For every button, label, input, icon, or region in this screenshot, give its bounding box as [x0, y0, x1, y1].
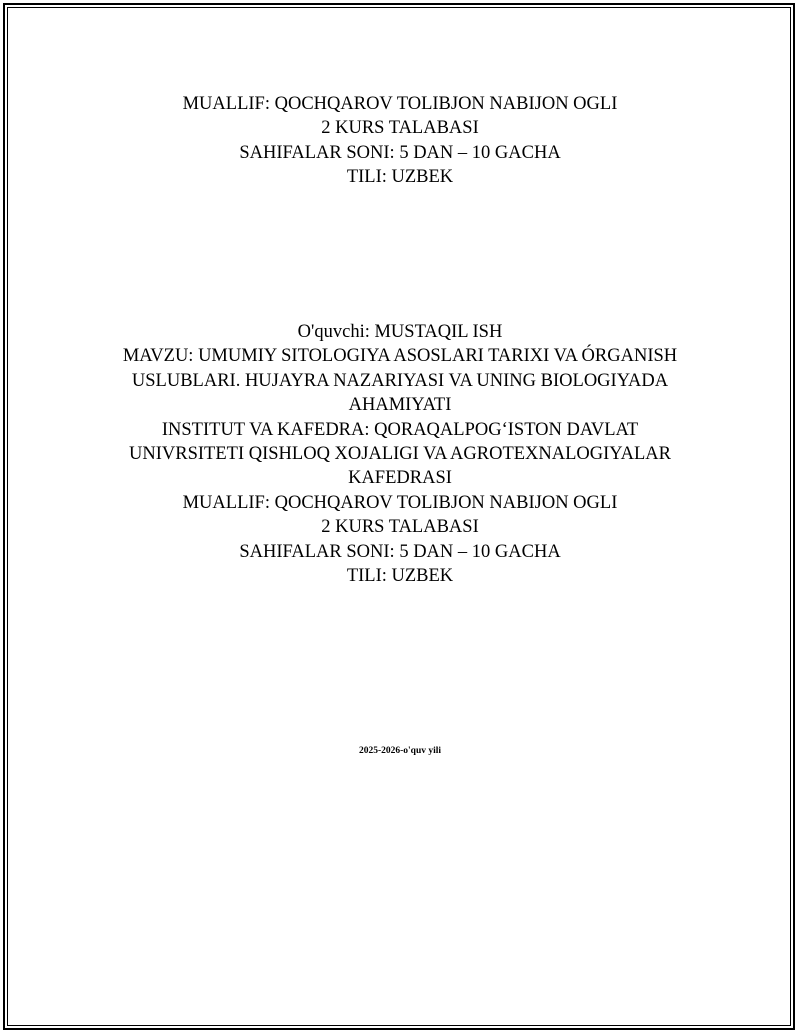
course-line: 2 KURS TALABASI: [321, 118, 479, 139]
topic-line-1: MAVZU: UMUMIY SITOLOGIYA ASOSLARI TARIXI VA ÓRGANISH: [122, 346, 678, 367]
academic-year-block: [0, 744, 800, 758]
institute-line-2: UNIVRSITETI QISHLOQ XOJALIGI VA AGROTEXNALOGIYALAR: [129, 444, 671, 465]
language-line: TILI: UZBEK: [346, 167, 454, 188]
institute-line-3: KAFEDRASI: [348, 468, 452, 489]
pages-count-line: SAHIFALAR SONI: 5 DAN – 10 GACHA: [239, 541, 561, 562]
topic-line-3: AHAMIYATI: [348, 395, 452, 416]
topic-line-2: USLUBLARI. HUJAYRA NAZARIYASI VA UNING BIOLOGIYADA: [131, 370, 669, 391]
language-line: TILI: UZBEK: [346, 566, 454, 587]
institute-line-1: INSTITUT VA KAFEDRA: QORAQALPOG‘ISTON DAVLAT: [161, 419, 639, 440]
author-line: MUALLIF: QOCHQAROV TOLIBJON NABIJON OGLI: [182, 492, 618, 513]
main-info-block: [0, 320, 800, 588]
header-info-block: [0, 92, 800, 190]
author-line: MUALLIF: QOCHQAROV TOLIBJON NABIJON OGLI: [182, 94, 618, 114]
work-type-line: O'quvchi: MUSTAQIL ISH: [297, 322, 503, 342]
course-line: 2 KURS TALABASI: [321, 517, 479, 538]
pages-count-line: SAHIFALAR SONI: 5 DAN – 10 GACHA: [239, 142, 561, 163]
academic-year: 2025-2026-o'quv yili: [358, 746, 442, 756]
